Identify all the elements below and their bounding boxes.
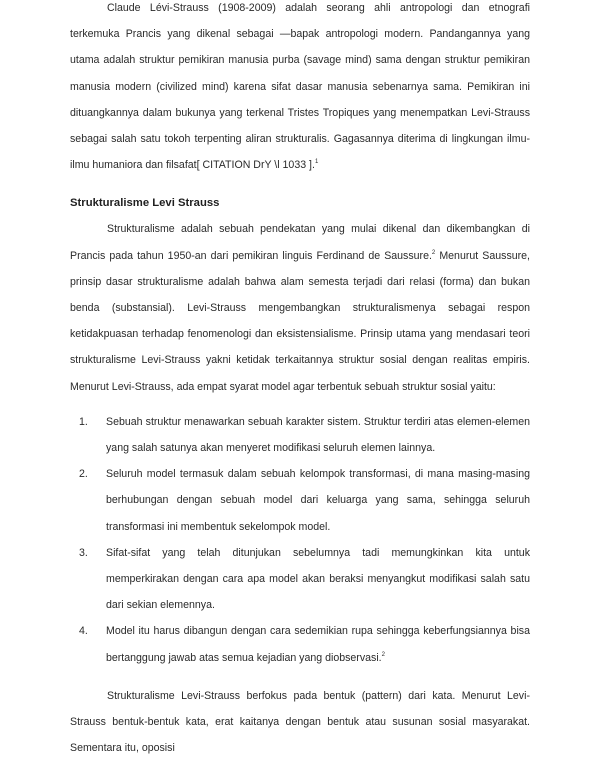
closing-paragraph bbox=[70, 683, 530, 761]
list-item-number: 4. bbox=[79, 625, 88, 638]
list-item bbox=[70, 618, 530, 670]
list-item-number: 3. bbox=[79, 546, 88, 559]
list-item-text: Seluruh model termasuk dalam sebuah kelompok transformasi, di mana masing-masing berhubungan dengan sebuah model dari keluarga yang sama, sehingga seluruh transformasi ini membentuk sekelompok model. bbox=[106, 468, 530, 533]
list-item-text: Model itu harus dibangun dengan cara sedemikian rupa sehingga keberfungsiannya bisa bertanggung jawab atas semua kejadian yang diobservasi. bbox=[106, 625, 530, 664]
requirements-list bbox=[70, 409, 530, 671]
section-paragraph-text-a: Strukturalisme adalah sebuah pendekatan yang mulai dikenal dan dikembangkan di Prancis pada tahun 1950-an dari pemikiran linguis Ferdinand de Saussure. bbox=[70, 223, 530, 262]
list-item bbox=[70, 461, 530, 540]
intro-paragraph bbox=[70, 0, 530, 178]
list-item-text: Sifat-sifat yang telah ditunjukan sebelumnya tadi memungkinkan kita untuk memperkirakan dengan cara apa model akan beraksi menyangkut modifikasi salah satu dari sekian elemennya. bbox=[106, 546, 530, 612]
list-item bbox=[70, 540, 530, 619]
footnote-ref-1[interactable]: 1 bbox=[314, 159, 319, 166]
list-item-number: 2. bbox=[79, 468, 88, 481]
intro-paragraph-text: Claude Lévi-Strauss (1908-2009) adalah seorang ahli antropologi dan etnografi terkemuka Prancis yang dikenal sebagai ―bapak antropologi modern. Pandangannya yang utama adalah struktur pemikiran manusia purba (savage mind) sama dengan struktur pemikiran manusia modern (civilized mind) karena sifat dasar manusia sebenarnya sama. Pemikiran ini dituangkannya dalam bukunya yang terkenal Tristes Tropiques yang menempatkan Levi-Strauss sebagai salah satu tokoh terpenting aliran strukturalis. Gagasannya diterima di lingkungan ilmu-ilmu humaniora dan filsafat[ CITATION DrY \l 1033 ]. bbox=[70, 2, 530, 172]
closing-paragraph-text: Strukturalisme Levi-Strauss berfokus pada bentuk (pattern) dari kata. Menurut Levi-Strauss bentuk-bentuk kata, erat kaitanya dengan bentuk atau susunan sosial masyarakat. Sementara itu, oposisi bbox=[70, 689, 530, 755]
list-item-text: Sebuah struktur menawarkan sebuah karakter sistem. Struktur terdiri atas elemen-elemen yang salah satunya akan menyeret modifikasi seluruh elemen lainnya. bbox=[106, 415, 530, 455]
list-item bbox=[70, 409, 530, 461]
footnote-ref-3[interactable]: 2 bbox=[381, 651, 385, 658]
document-page bbox=[70, 0, 530, 761]
section-heading: Strukturalisme Levi Strauss bbox=[70, 197, 220, 210]
list-item-number: 1. bbox=[79, 415, 88, 428]
section-paragraph bbox=[70, 216, 530, 399]
footnote-ref-2[interactable]: 2 bbox=[431, 249, 436, 256]
section-paragraph-text-b: Menurut Saussure, prinsip dasar strukturalisme adalah bahwa alam semesta terjadi dari relasi (forma) dan bukan benda (substansial). Levi-Strauss mengembangkan strukturalismenya sebagai respon ketidakpuasan terhadap fenomenologi dan eksistensialisme. Prinsip utama yang mendasari teori strukturalisme Levi-Strauss yakni ketidak terkaitannya struktur sosial dengan realitas empiris. Menurut Levi-Strauss, ada empat syarat model agar terbentuk sebuah struktur sosial yaitu: bbox=[70, 249, 530, 393]
